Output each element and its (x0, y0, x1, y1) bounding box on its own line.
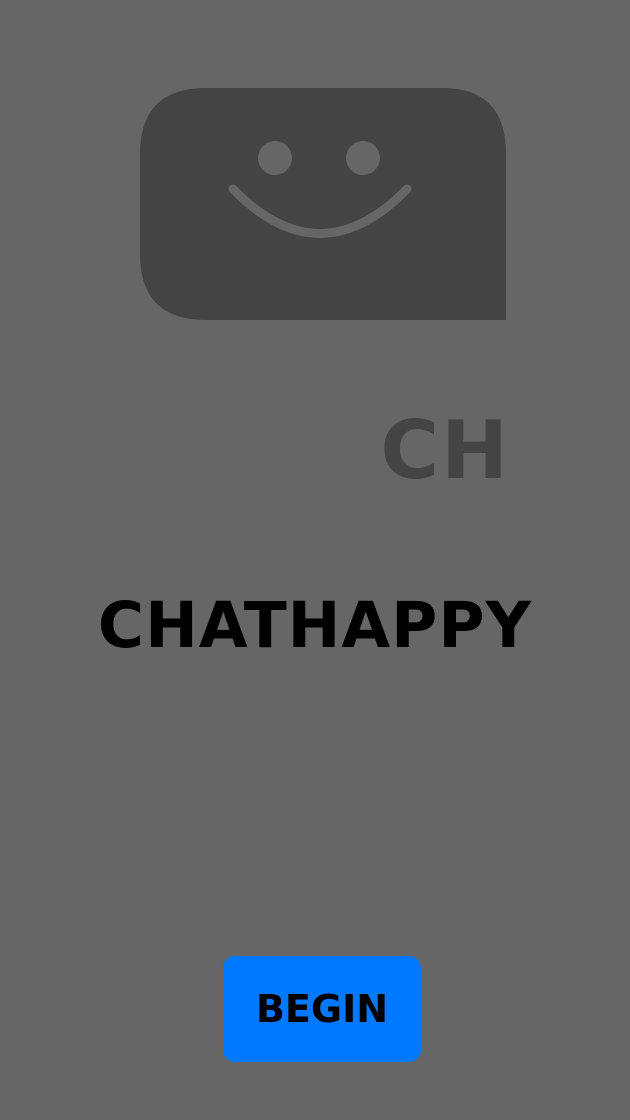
right-eye (346, 141, 380, 175)
logo-letters: CH (380, 404, 510, 497)
left-eye (258, 141, 292, 175)
app-title: CHATHAPPY (97, 589, 533, 662)
chat-bubble-shape (140, 88, 506, 320)
app-logo (140, 88, 510, 497)
begin-button[interactable]: BEGIN (223, 956, 421, 1062)
smiley-chat-bubble-icon (140, 88, 510, 408)
